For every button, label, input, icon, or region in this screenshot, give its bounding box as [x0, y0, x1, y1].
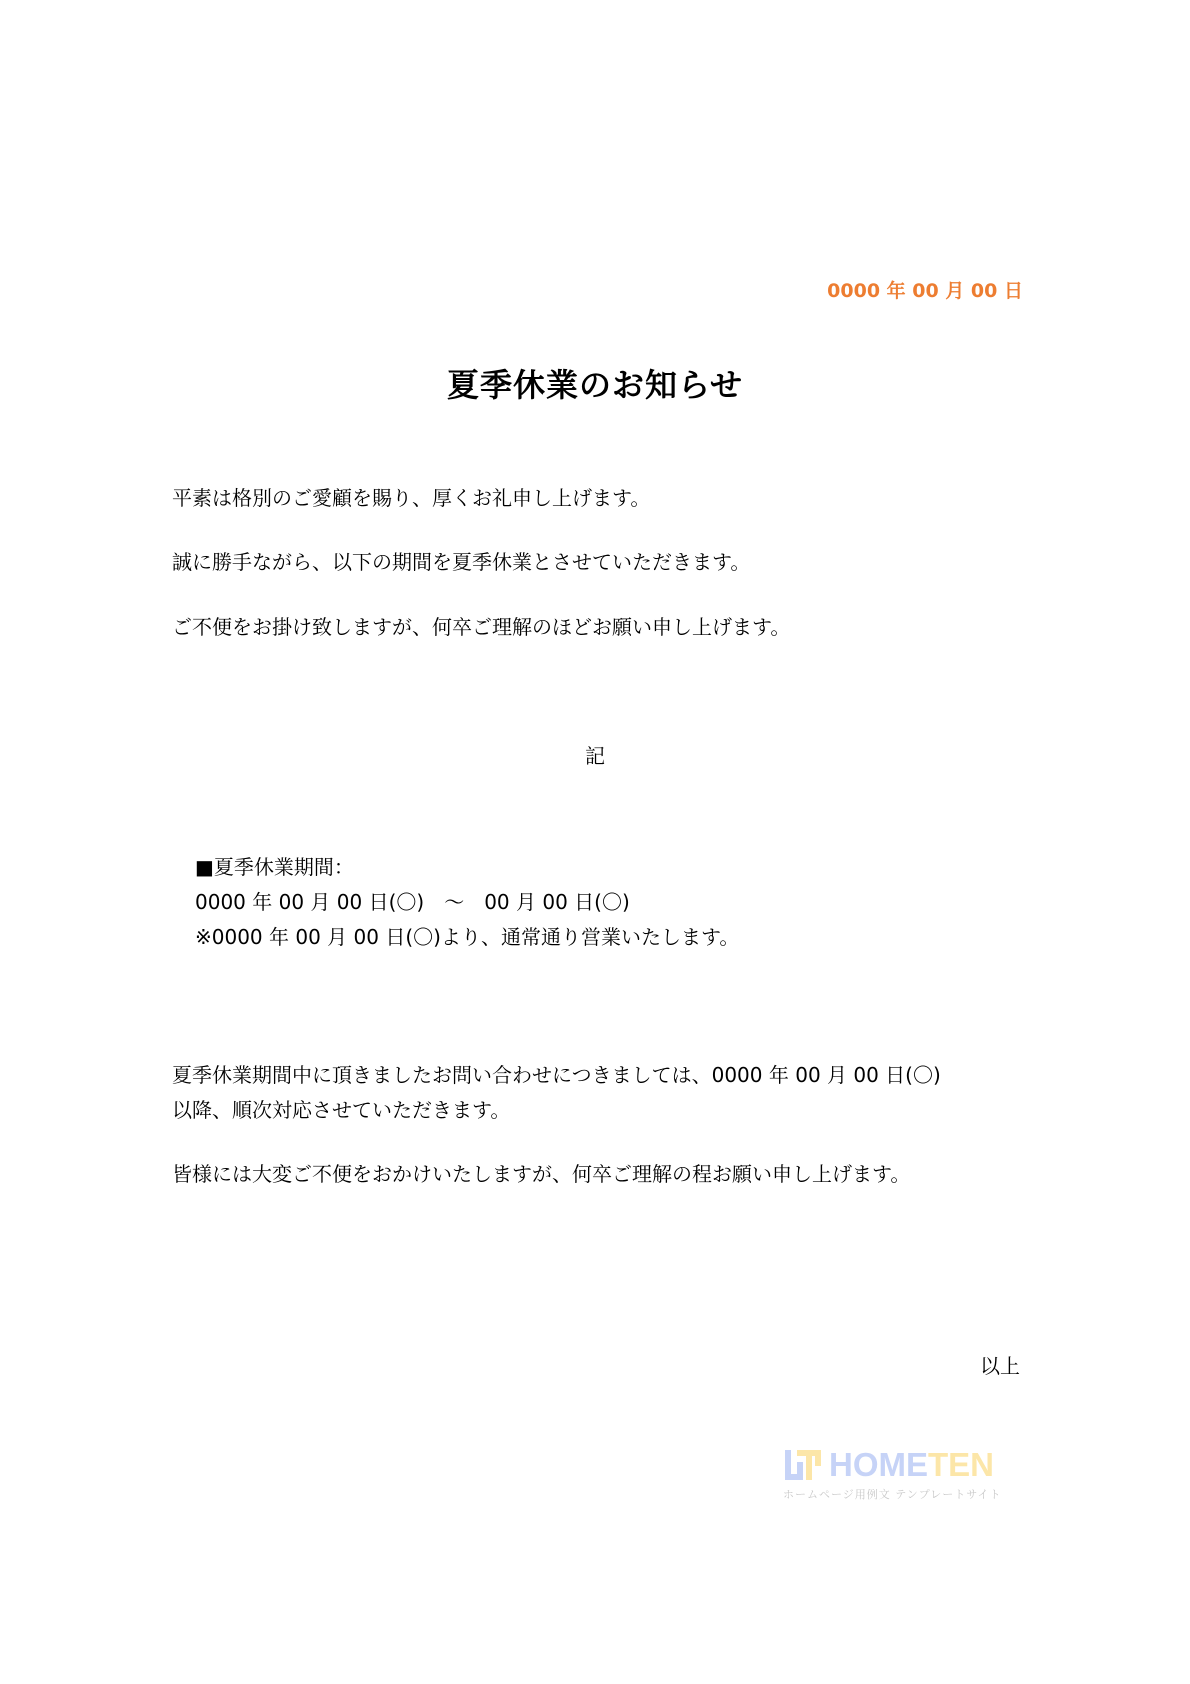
- intro-paragraph-1: 平素は格別のご愛顧を賜り、厚くお礼申し上げます。: [172, 486, 651, 510]
- ki-heading: 記: [585, 744, 605, 768]
- closing-paragraph-1: 夏季休業期間中に頂きましたお問い合わせにつきましては、0000 年 00 月 00 日(〇): [172, 1063, 941, 1087]
- logo-ten-text: TEN: [928, 1446, 994, 1483]
- ijou-closing: 以上: [980, 1354, 1020, 1378]
- period-range: 0000 年 00 月 00 日(〇) ～ 00 月 00 日(〇): [195, 890, 630, 914]
- closing-paragraph-3: 皆様には大変ご不便をおかけいたしますが、何卒ご理解の程お願い申し上げます。: [172, 1162, 911, 1186]
- period-heading: ■夏季休業期間：: [195, 855, 354, 879]
- closing-paragraph-2: 以降、順次対応させていただきます。: [172, 1098, 511, 1122]
- period-resume-note: ※0000 年 00 月 00 日(〇)より、通常通り営業いたします。: [195, 925, 740, 949]
- logo-home-text: HOME: [829, 1446, 928, 1483]
- logo-tagline: ホームページ用例文 テンプレートサイト: [783, 1488, 1002, 1501]
- document-date: 0000 年 00 月 00 日: [827, 280, 1023, 302]
- hometen-watermark-logo: [783, 1448, 1023, 1508]
- hometen-logo-icon: [783, 1448, 823, 1482]
- intro-paragraph-3: ご不便をお掛け致しますが、何卒ご理解のほどお願い申し上げます。: [172, 615, 791, 639]
- document-title: 夏季休業のお知らせ: [446, 366, 744, 404]
- holiday-period-block: [195, 850, 739, 955]
- intro-paragraph-2: 誠に勝手ながら、以下の期間を夏季休業とさせていただきます。: [172, 550, 751, 574]
